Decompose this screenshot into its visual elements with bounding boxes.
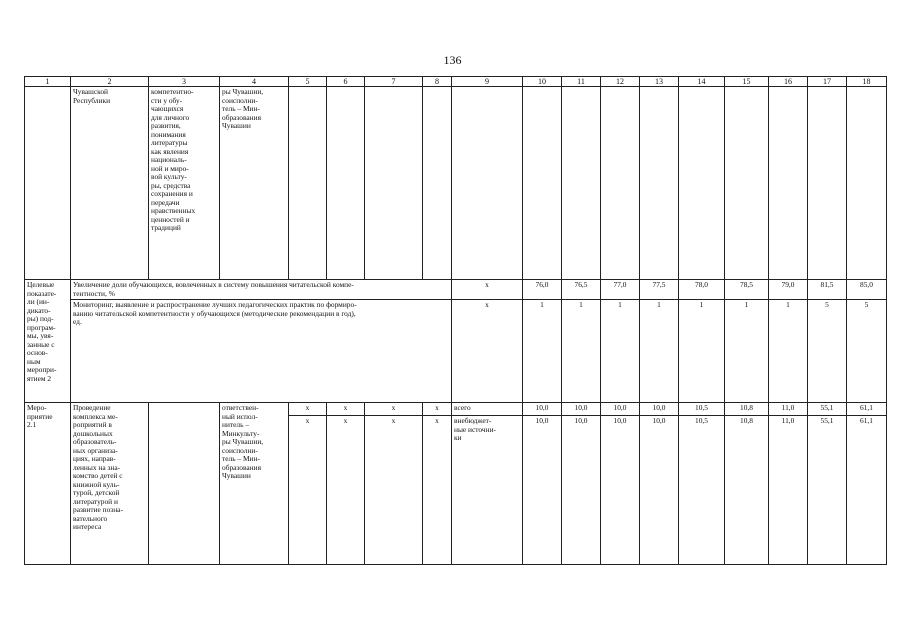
value-cell: 81,5 (808, 280, 847, 300)
continued-block-row (25, 87, 887, 280)
value-cell: 10,0 (640, 403, 679, 416)
col-header: 1 (25, 77, 71, 87)
col-header: 5 (289, 77, 327, 87)
target-indicator-row (25, 280, 887, 300)
value-cell: 79,0 (769, 280, 808, 300)
empty-cell (149, 403, 220, 565)
value-cell: 1 (725, 300, 769, 403)
col-header: 9 (452, 77, 523, 87)
empty-cell (327, 87, 365, 280)
empty-cell (423, 87, 452, 280)
value-cell: 76,5 (562, 280, 601, 300)
code-cell: х (423, 416, 452, 565)
responsible-region-cell: Чувашской Республики (71, 87, 149, 280)
value-cell: 55,1 (808, 403, 847, 416)
indicator-text-cell: Увеличение доли обучающихся, вовлеченных в систему повышения читательской компе- тентности, % (71, 280, 452, 300)
code-cell: х (365, 416, 423, 565)
value-cell: 77,5 (640, 280, 679, 300)
value-cell: 78,5 (725, 280, 769, 300)
value-cell: 10,0 (523, 403, 562, 416)
value-cell: 85,0 (847, 280, 887, 300)
funding-source-cell: всего (452, 403, 523, 416)
indicator-x-cell: х (452, 280, 523, 300)
value-cell: 1 (679, 300, 725, 403)
col-header: 16 (769, 77, 808, 87)
value-cell: 77,0 (601, 280, 640, 300)
empty-cell (452, 87, 523, 280)
target-indicator-row (25, 300, 887, 403)
value-cell: 1 (562, 300, 601, 403)
empty-cell (289, 87, 327, 280)
col-header: 3 (149, 77, 220, 87)
value-cell: 10,0 (601, 416, 640, 565)
goal-description-cell: компетентно- сти у обу- чающихся для личного развития, понимания литературы как явления националь- ной и миро- вой культу- ры, средства сохранения и передачи нравственных ценностей и традиций (149, 87, 220, 280)
empty-cell (640, 87, 679, 280)
value-cell: 61,1 (847, 416, 887, 565)
col-header: 2 (71, 77, 149, 87)
empty-cell (808, 87, 847, 280)
value-cell: 61,1 (847, 403, 887, 416)
empty-cell (523, 87, 562, 280)
measure-number-cell: Меро- приятие 2.1 (25, 403, 71, 565)
funding-source-cell: внебюджет- ные источни- ки (452, 416, 523, 565)
value-cell: 5 (847, 300, 887, 403)
col-header: 6 (327, 77, 365, 87)
code-cell: х (365, 403, 423, 416)
measure-executor-cell: ответствен- ный испол- нитель – Минкульту- ры Чувашии, соисполни- тель – Мин- образования Чувашии (220, 403, 289, 565)
value-cell: 1 (769, 300, 808, 403)
code-cell: х (327, 403, 365, 416)
value-cell: 1 (601, 300, 640, 403)
col-header: 8 (423, 77, 452, 87)
value-cell: 10,5 (679, 403, 725, 416)
value-cell: 5 (808, 300, 847, 403)
value-cell: 1 (640, 300, 679, 403)
col-header: 17 (808, 77, 847, 87)
value-cell: 11,0 (769, 416, 808, 565)
col-header: 15 (725, 77, 769, 87)
value-cell: 11,0 (769, 403, 808, 416)
code-cell: х (289, 403, 327, 416)
value-cell: 10,8 (725, 403, 769, 416)
indicator-text-cell: Мониторинг, выявление и распространение лучших педагогических практик по формиро- ванию читательской компетентности у обучающихся (методические рекомендации в год), ед. (71, 300, 452, 403)
value-cell: 1 (523, 300, 562, 403)
indicator-x-cell: х (452, 300, 523, 403)
empty-cell (601, 87, 640, 280)
empty-cell (679, 87, 725, 280)
value-cell: 10,0 (562, 403, 601, 416)
col-header: 12 (601, 77, 640, 87)
col-header: 4 (220, 77, 289, 87)
code-cell: х (327, 416, 365, 565)
empty-cell (725, 87, 769, 280)
value-cell: 55,1 (808, 416, 847, 565)
empty-cell (562, 87, 601, 280)
empty-cell (847, 87, 887, 280)
column-number-row (25, 77, 887, 87)
col-header: 13 (640, 77, 679, 87)
measure-row (25, 403, 887, 416)
empty-cell (365, 87, 423, 280)
col-header: 10 (523, 77, 562, 87)
targets-label-cell: Целевые показате- ли (ин- дикато- ры) под- програм- мы, увя- занные с основ- ным меропри- ятием 2 (25, 280, 71, 403)
measure-description-cell: Проведение комплекса ме- роприятий в дошкольных образователь- ных организа- циях, направ- ленных на зна- комство детей с книжной куль- турой, детской литературой и развитие позна- вательного интереса (71, 403, 149, 565)
col-header: 18 (847, 77, 887, 87)
executor-cell: ры Чувашии, соисполни- тель – Мин- образования Чувашии (220, 87, 289, 280)
value-cell: 76,0 (523, 280, 562, 300)
value-cell: 10,8 (725, 416, 769, 565)
code-cell: х (423, 403, 452, 416)
col-header: 11 (562, 77, 601, 87)
empty-cell (769, 87, 808, 280)
program-table (24, 76, 887, 565)
value-cell: 10,0 (601, 403, 640, 416)
value-cell: 10,5 (679, 416, 725, 565)
page-number: 136 (443, 53, 462, 67)
col-header: 14 (679, 77, 725, 87)
value-cell: 10,0 (640, 416, 679, 565)
value-cell: 10,0 (562, 416, 601, 565)
value-cell: 78,0 (679, 280, 725, 300)
col-header: 7 (365, 77, 423, 87)
code-cell: х (289, 416, 327, 565)
empty-cell (25, 87, 71, 280)
value-cell: 10,0 (523, 416, 562, 565)
